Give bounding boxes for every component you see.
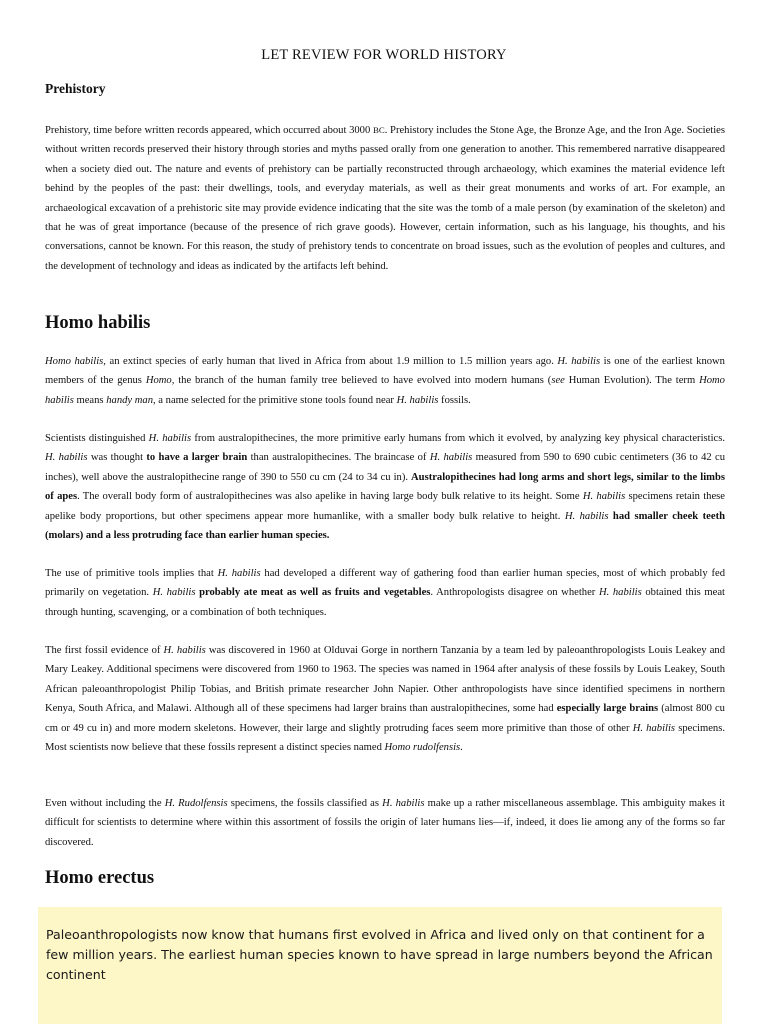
paragraph-homo-habilis-tools: The use of primitive tools implies that H. habilis had developed a different way of gathering food than earlier human species, most of which probably fed primarily on vegetation. H. habilis probably ate meat as well as fruits and vegetables. Anthropologists disagree on whether H. habilis obtained this meat through hunting, scavenging, or a combination of both techniques. — [45, 568, 726, 618]
paragraph-homo-habilis-assemblage: Even without including the H. Rudolfensis specimens, the fossils classified as H. habilis make up a rather miscellaneous assemblage. This ambiguity makes it difficult for scientists to determine where within this assortment of fossils the origin of later humans lies—if, indeed, it does lie among any of the forms so far discovered. — [45, 798, 725, 848]
highlighted-excerpt — [38, 907, 722, 1024]
paragraph-homo-habilis-physical: Scientists distinguished H. habilis from australopithecines, the more primitive early humans from which it evolved, by analyzing key physical characteristics. H. habilis was thought to have a larger brain than australopithecines. The braincase of H. habilis measured from 590 to 690 cubic centimeters (36 to 42 cu inches), well above the australopithecine range of 390 to 550 cu cm (24 to 34 cu in). Australopithecines had long arms and short legs, similar to the limbs of apes. The overall body form of australopithecines was also apelike in having large body bulk relative to its height. Some H. habilis specimens retain these apelike body proportions, but other specimens appear more humanlike, with a smaller body bulk relative to height. H. habilis had smaller cheek teeth (molars) and a less protruding face than earlier human species. — [45, 433, 726, 542]
paragraph-homo-habilis-fossils: The first fossil evidence of H. habilis was discovered in 1960 at Olduvai Gorge in northern Tanzania by a team led by paleoanthropologists Louis Leakey and Mary Leakey. Additional specimens were discovered from 1960 to 1963. The species was named in 1964 after analysis of these fossils by Louis Leakey, South African paleoanthropologist Philip Tobias, and British primate researcher John Napier. Other anthropologists have since identified specimens in northern Kenya, South Africa, and Malawi. Although all of these specimens had larger brains than australopithecines, some had especially large brains (almost 800 cu cm or 49 cu in) and more modern skeletons. However, their large and slightly protruding faces seem more primitive than those of other H. habilis specimens. Most scientists now believe that these fossils represent a distinct species named Homo rudolfensis. — [45, 645, 726, 754]
highlighted-excerpt-text: Paleoanthropologists now know that humans first evolved in Africa and lived only on that continent for a few million years. The earliest human species known to have spread in large numbers beyond the African continent — [46, 927, 713, 982]
document-title: LET REVIEW FOR WORLD HISTORY — [261, 47, 507, 63]
heading-homo-erectus: Homo erectus — [45, 868, 155, 888]
heading-prehistory: Prehistory — [45, 81, 106, 96]
paragraph-prehistory: Prehistory, time before written records appeared, which occurred about 3000 BC. Prehistory includes the Stone Age, the Bronze Age, and the Iron Age. Societies without written records preserved their history through stories and myths passed orally from one generation to another. This remembered narrative disappeared when a society died out. The nature and events of prehistory can be partially reconstructed through archaeology, which examines the material evidence left behind by the peoples of the past: their dwellings, tools, and everyday materials, as well as their great monuments and works of art. For example, an archaeological excavation of a prehistoric site may provide evidence indicating that the site was the tomb of a male person (by examination of the skeleton) and that he was of great importance (because of the presence of rich grave goods). However, certain information, such as his language, his thoughts, and his conversations, cannot be known. For this reason, the study of prehistory tends to concentrate on broad issues, such as the evolution of peoples and cultures, and the development of technology and ideas as indicated by the artifacts left behind. — [45, 125, 725, 272]
paragraph-homo-habilis-intro: Homo habilis, an extinct species of early human that lived in Africa from about 1.9 million to 1.5 million years ago. H. habilis is one of the earliest known members of the genus Homo, the branch of the human family tree believed to have evolved into modern humans (see Human Evolution). The term Homo habilis means handy man, a name selected for the primitive stone tools found near H. habilis fossils. — [45, 356, 725, 406]
heading-homo-habilis: Homo habilis — [45, 313, 151, 333]
